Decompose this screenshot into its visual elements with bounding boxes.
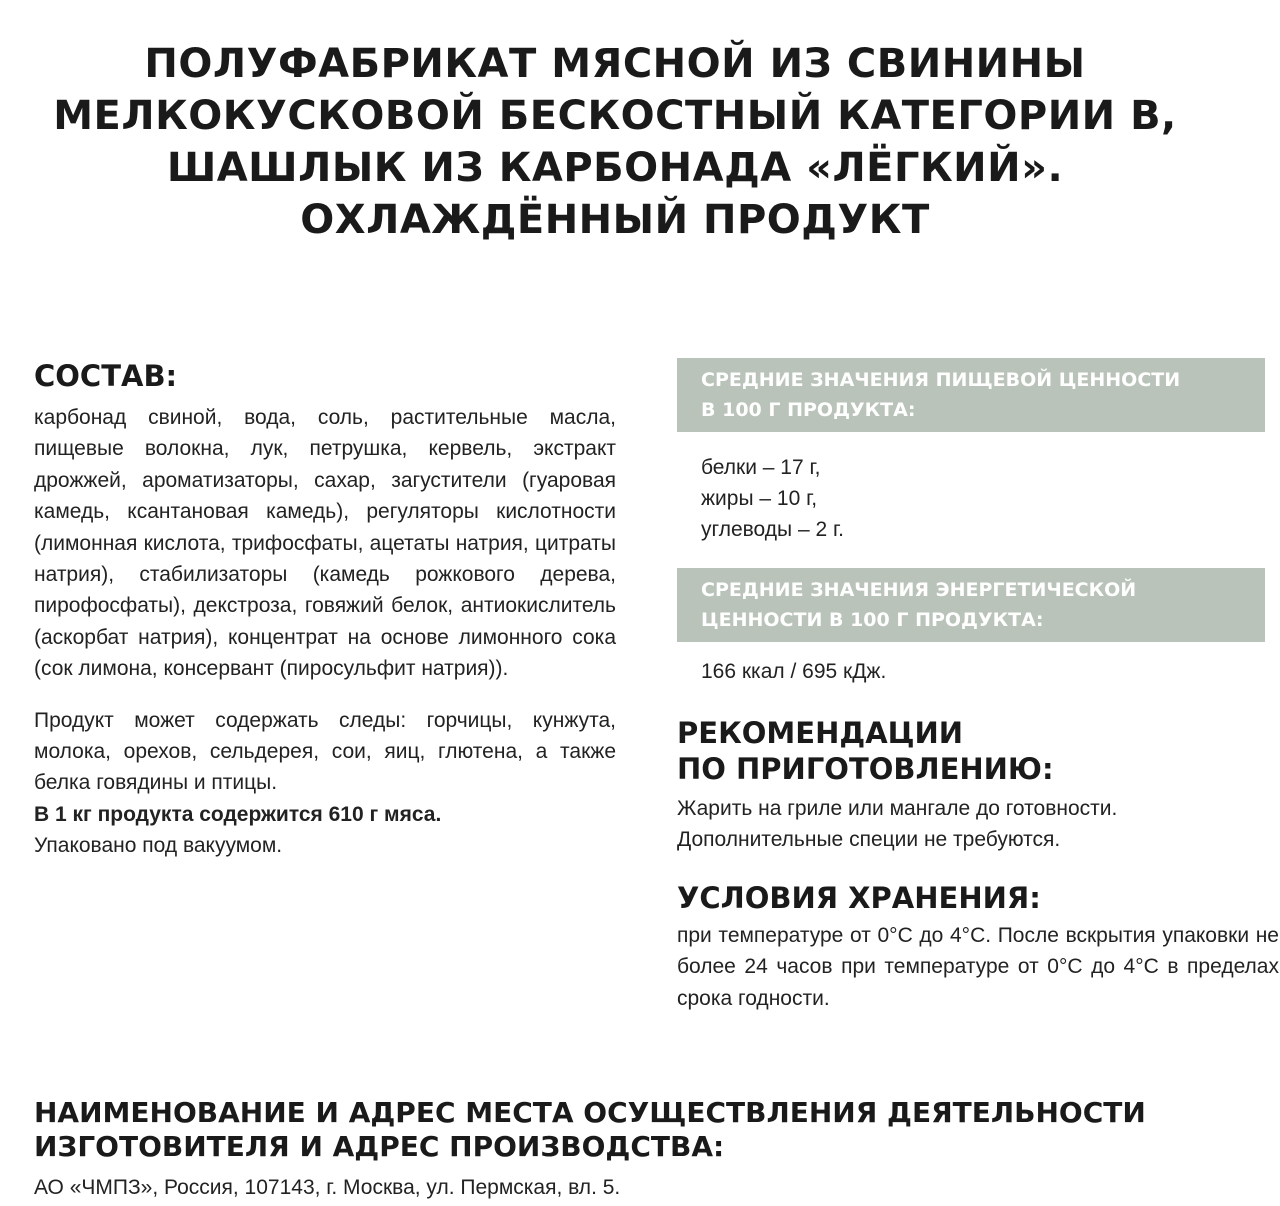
product-title-line: ОХЛАЖДЁННЫЙ ПРОДУКТ xyxy=(300,197,930,243)
composition-section xyxy=(34,358,616,862)
nutrition-item-fat: жиры – 10 г, xyxy=(701,487,818,510)
nutrition-heading-line: В 100 Г ПРОДУКТА: xyxy=(701,399,916,421)
allergens-text: Продукт может содержать следы: горчицы, кунжута, молока, орехов, сельдерея, сои, яиц, глютена, а также белка говядины и птицы. xyxy=(34,708,616,795)
product-title-line: МЕЛКОКУСКОВОЙ БЕСКОСТНЫЙ КАТЕГОРИИ В, xyxy=(53,93,1177,139)
manufacturer-section xyxy=(34,1096,1254,1203)
packaging-text: Упаковано под вакуумом. xyxy=(34,834,283,858)
energy-heading-bar xyxy=(677,568,1265,642)
storage-heading: УСЛОВИЯ ХРАНЕНИЯ: xyxy=(677,880,1041,915)
meat-content-text: В 1 кг продукта содержится 610 г мяса. xyxy=(34,802,442,826)
energy-value: 166 ккал / 695 кДж. xyxy=(701,660,887,683)
manufacturer-heading-line: ИЗГОТОВИТЕЛЯ И АДРЕС ПРОИЗВОДСТВА: xyxy=(34,1130,725,1163)
energy-heading-line: СРЕДНИЕ ЗНАЧЕНИЯ ЭНЕРГЕТИЧЕСКОЙ xyxy=(701,579,1137,601)
manufacturer-address: АО «ЧМПЗ», Россия, 107143, г. Москва, ул. Пермская, вл. 5. xyxy=(34,1176,621,1199)
nutrition-heading-line: СРЕДНИЕ ЗНАЧЕНИЯ ПИЩЕВОЙ ЦЕННОСТИ xyxy=(701,369,1181,391)
product-title xyxy=(0,38,1230,246)
recommendations-heading-line: ПО ПРИГОТОВЛЕНИЮ: xyxy=(677,752,1054,786)
nutrition-list xyxy=(677,432,1265,545)
manufacturer-heading-line: НАИМЕНОВАНИЕ И АДРЕС МЕСТА ОСУЩЕСТВЛЕНИЯ ДЕЯТЕЛЬНОСТИ xyxy=(34,1096,1146,1129)
info-column xyxy=(677,358,1279,1014)
recommendations-heading-line: РЕКОМЕНДАЦИИ xyxy=(677,716,964,750)
manufacturer-heading xyxy=(34,1096,1254,1164)
product-title-line: ПОЛУФАБРИКАТ МЯСНОЙ ИЗ СВИНИНЫ xyxy=(144,41,1086,87)
composition-heading: СОСТАВ: xyxy=(34,359,178,393)
recommendations-text: Жарить на гриле или мангале до готовности. Дополнительные специи не требуются. xyxy=(677,797,1118,852)
composition-text: карбонад свиной, вода, соль, растительные масла, пищевые волокна, лук, петрушка, кервель, экстракт дрожжей, ароматизаторы, сахар, загустители (гуаровая камедь, ксантановая камедь), регуляторы кислотности (лимонная кислота, трифосфаты, ацетаты натрия, цитраты натрия), стабилизаторы (камедь рожкового дерева, пирофосфаты), декстроза, говяжий белок, антиокислитель (аскорбат натрия), концентрат на основе лимонного сока (сок лимона, консервант (пиросульфит натрия)). xyxy=(34,406,616,681)
storage-text: при температуре от 0°C до 4°C. После вскрытия упаковки не более 24 часов при температуре от 0°C до 4°C в пределах срока годности. xyxy=(677,923,1279,1010)
energy-heading-line: ЦЕННОСТИ В 100 Г ПРОДУКТА: xyxy=(701,609,1044,631)
product-title-line: ШАШЛЫК ИЗ КАРБОНАДА «ЛЁГКИЙ». xyxy=(166,145,1064,191)
nutrition-item-carbs: углеводы – 2 г. xyxy=(701,518,844,541)
nutrition-heading-bar xyxy=(677,358,1265,432)
recommendations-heading xyxy=(677,715,1265,787)
nutrition-item-protein: белки – 17 г, xyxy=(701,456,821,479)
